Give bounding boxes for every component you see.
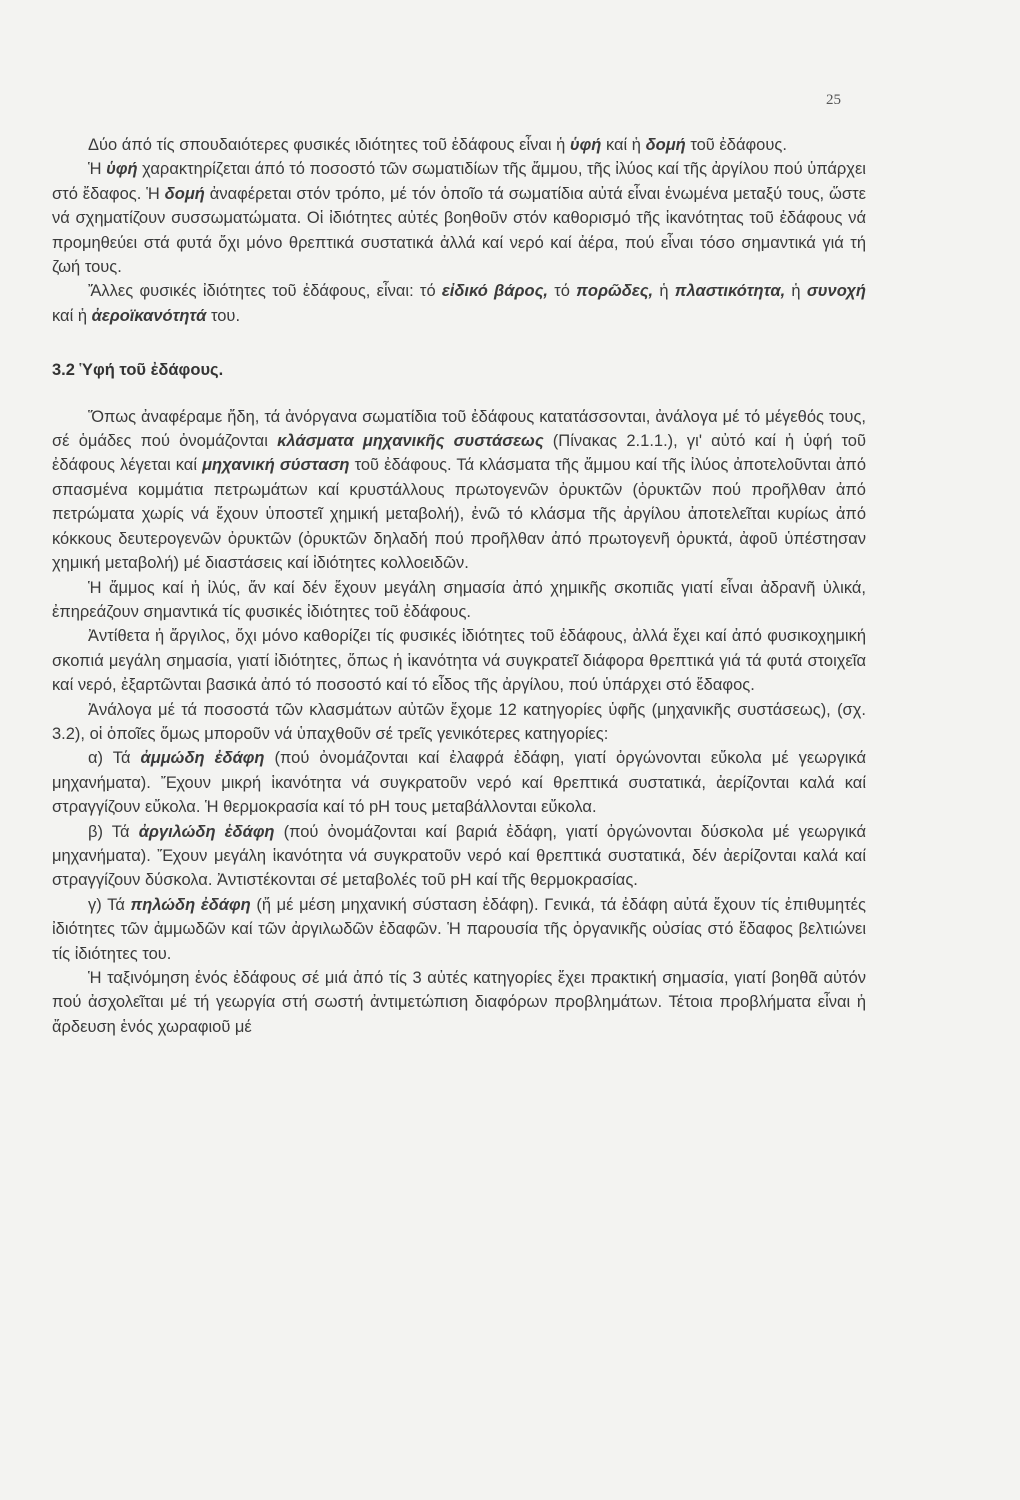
text: (Πίνακας 2.1.1.), γι' αὐτό καί ἡ ὑφή τοῦ ἐδάφους λέγεται καί	[52, 432, 866, 475]
text: καί ἡ	[52, 306, 92, 325]
paragraph-texture-fractions	[52, 405, 866, 576]
text: (πού ὀνομάζονται καί βαριά ἐδάφη, γιατί ὀργώνονται δύσκολα μέ γεωργικά μηχανήματα). Ἔχουν μεγάλη ἱκανότητα νά συγκρατοῦν νερό καί θρεπτικά συστατικά, δέν ἀερίζονται καλά καί στραγγίζουν δύσκολα. Ἀντιστέκονται σέ μεταβολές τοῦ pH καί τῆς θερμοκρασίας.	[52, 822, 866, 890]
emphasis: συνοχή	[806, 282, 866, 301]
list-item-loamy	[52, 893, 866, 966]
text: ἡ	[785, 282, 807, 301]
emphasis: δομή	[645, 136, 686, 154]
text: (ἤ μέ μέση μηχανική σύσταση ἐδάφη). Γενικά, τά ἐδάφη αὐτά ἔχουν τίς ἐπιθυμητές ἰδιότητες τῶν ἀμμωδῶν καί τῶν ἀργιλωδῶν ἐδαφῶν. Ἡ παρουσία τῆς ὀργανικῆς οὐσίας στό ἔδαφος βελτιώνει τίς ἰδιότητες του.	[52, 895, 866, 963]
text: Ἄλλες φυσικές ἰδιότητες τοῦ ἐδάφους, εἶναι: τό	[88, 282, 442, 301]
emphasis: πλαστικότητα,	[674, 282, 786, 301]
text: του.	[206, 306, 241, 325]
emphasis: ἀμμώδη ἐδάφη	[140, 749, 265, 768]
emphasis: μηχανική σύσταση	[202, 456, 350, 475]
paragraph-sand-silt: Ἡ ἄμμος καί ἡ ἰλύς, ἄν καί δέν ἔχουν μεγάλη σημασία ἀπό χημικῆς σκοπιᾶς γιατί εἶναι ἀδρανῆ ὑλικά, ἐπηρεάζουν σημαντικά τίς φυσικές ἰδιότητες τοῦ ἐδάφους.	[52, 578, 866, 621]
text: (πού ὀνομάζονται καί ἐλαφρά ἐδάφη, γιατί ὀργώνονται εὔκολα μέ γεωργικά μηχανήματα). Ἔχουν μικρή ἱκανότητα νά συγκρατοῦν νερό καί θρεπτικά συστατικά, ἀερίζονται καλά καί στραγγίζουν εὔκολα. Ἡ θερμοκρασία καί τό pH τους μεταβάλλονται εὔκολα.	[52, 749, 866, 817]
paragraph-categories: Ἀνάλογα μέ τά ποσοστά τῶν κλασμάτων αὐτῶν ἔχομε 12 κατηγορίες ὑφῆς (μηχανικῆς συστάσεως), (σχ. 3.2), οἱ ὁποῖες ὅμως μποροῦν νά ὑπαχθοῦν σέ τρεῖς γενικότερες κατηγορίες:	[52, 700, 866, 743]
text: Δύο άπό τίς σπουδαιότερες φυσικές ιδιότητες τοῦ ἐδάφους εἶναι ἡ	[88, 136, 570, 154]
list-item-clayey	[52, 820, 866, 893]
text: Ὅπως ἀναφέραμε ἤδη, τά ἀνόργανα σωματίδια τοῦ ἐδάφους κατατάσσονται, ἀνάλογα μέ τό μέγεθός τους, σέ ὁμάδες πού ὀνομάζονται	[52, 407, 866, 451]
text: καί ἡ	[601, 136, 646, 154]
paragraph-clay: Ἀντίθετα ἡ ἄργιλος, ὄχι μόνο καθορίζει τίς φυσικές ἰδιότητες τοῦ ἐδάφους, ἀλλά ἔχει καί ἀπό φυσικοχημική σκοπιά μεγάλη σημασία, γιατί ἰδιότητες, ὅπως ἡ ἱκανότητα νά συγκρατεῖ διάφορα θρεπτικά γιά τά φυτά στοιχεῖα καί νερό, ἐξαρτῶνται βασικά ἀπό τό ποσοστό καί τό εἶδος τῆς ἀργίλου, πού ὑπάρχει στό ἔδαφος.	[52, 627, 866, 695]
emphasis: ὑφή	[569, 136, 602, 154]
text: γ) Τά	[88, 895, 131, 914]
paragraph-classification: Ἡ ταξινόμηση ἑνός ἐδάφους σέ μιά ἀπό τίς 3 αὐτές κατηγορίες ἔχει πρακτική σημασία, γιατί βοηθᾶ αὐτόν πού ἀσχολεῖται μέ τή γεωργία στή σωστή ἀντιμετώπιση διαφόρων προβλημάτων. Τέτοια προβλήματα εἶναι ἡ ἄρδευση ἑνός χωραφιοῦ μέ	[52, 969, 866, 1036]
text: Ἡ	[88, 160, 107, 179]
section-heading: 3.2 Ὑφή τοῦ ἐδάφους.	[52, 361, 224, 380]
text: ἡ	[653, 282, 675, 301]
text: α) Τά	[88, 749, 141, 768]
list-item-sandy	[52, 746, 866, 819]
emphasis: πορῶδες,	[576, 282, 654, 301]
emphasis: δομή	[164, 184, 205, 203]
text: ἀναφέρεται στόν τρόπο, μέ τόν ὁποῖο τά σωματίδια αὐτά εἶναι ἑνωμένα μεταξύ τους, ὥστε νά σχηματίζουν συσσωματώματα. Οἱ ἰδιότητες αὐτές βοηθοῦν στόν καθορισμό τῆς ἱκανότητας τοῦ ἐδάφους νά προμηθεύει στά φυτά ὄχι μόνο θρεπτικά συστατικά ἀλλά καί νερό καί ἀέρα, πού εἶναι τόσο σημαντικά γιά τή ζωή τους.	[52, 184, 866, 277]
emphasis: ὑφή	[106, 160, 138, 179]
page-number: 25	[826, 92, 841, 108]
text: τοῦ ἐδάφους.	[685, 136, 787, 154]
emphasis: πηλώδη ἐδάφη	[130, 895, 251, 914]
text: β) Τά	[88, 822, 139, 841]
emphasis: ἀεροϊκανότητά	[91, 306, 207, 325]
text: χαρακτηρίζεται άπό τό ποσοστό τῶν σωματιδίων τῆς ἄμμου, τῆς ἰλύος καί τῆς ἀργίλου πού ὑπάρχει στό ἔδαφος. Ἡ	[52, 160, 866, 203]
paragraph-intro	[52, 133, 866, 157]
emphasis: εἰδικό βάρος,	[441, 282, 548, 301]
emphasis: κλάσματα μηχανικῆς συστάσεως	[277, 432, 544, 451]
paragraph-other-properties	[52, 279, 866, 328]
paragraph-texture-structure	[52, 157, 866, 279]
text: τοῦ ἐδάφους. Τά κλάσματα τῆς ἄμμου καί τῆς ἰλύος ἀποτελοῦνται ἀπό σπασμένα κομμάτια πετρωμάτων καί κρυστάλλους πρωτογενῶν ὀρυκτῶν (ὀρυκτῶν πού προῆλθαν ἀπό πετρώματα χωρίς νά ἔχουν ὑποστεῖ χημική μεταβολή), ἐνῶ τό κλάσμα τῆς ἀργίλου ἀποτελεῖται κυρίως ἀπό κόκκους δευτερογενῶν ὀρυκτῶν (ὀρυκτῶν δηλαδή πού προῆλθαν ἀπό πρωτογενῆ ὀρυκτά, ἀφοῦ ὑπέστησαν χημική μεταβολή) μέ διαστάσεις καί ἰδιότητες κολλοειδῶν.	[52, 456, 866, 573]
emphasis: ἀργιλώδη ἐδάφη	[138, 822, 275, 841]
page-body	[52, 133, 866, 1039]
text: τό	[547, 282, 577, 301]
